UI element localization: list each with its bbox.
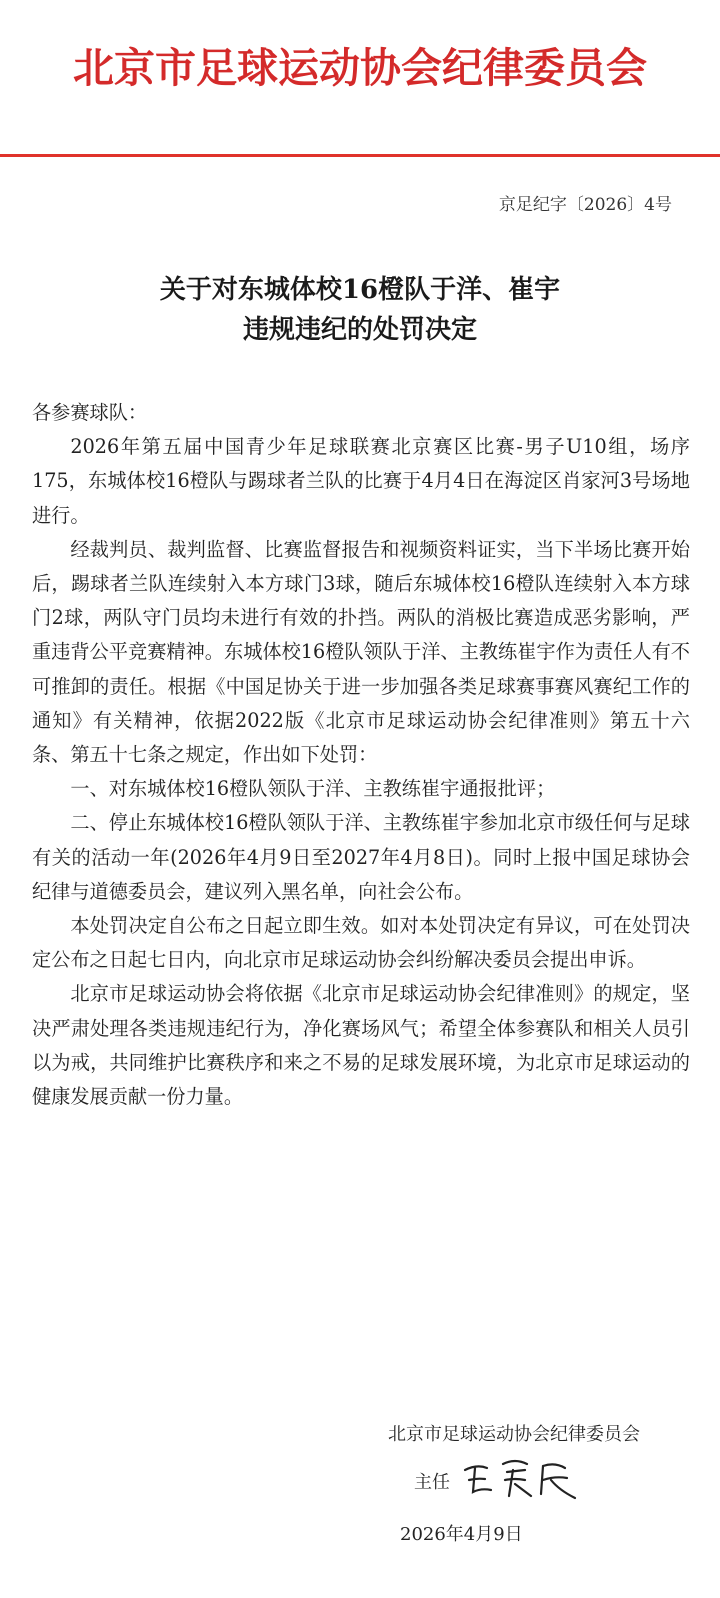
document-body bbox=[32, 396, 690, 1114]
salutation: 各参赛球队： bbox=[32, 401, 148, 424]
paragraph-penalty-2: 二、停止东城体校16橙队领队于洋、主教练崔宇参加北京市级任何与足球有关的活动一年(2026年4月9日至2027年4月8日)。同时上报中国足球协会纪律与道德委员会，建议列入黑名单，向社会公布。 bbox=[32, 811, 690, 903]
paragraph-effective: 本处罚决定自公布之日起立即生效。如对本处罚决定有异议，可在处罚决定公布之日起七日内，向北京市足球运动协会纠纷解决委员会提出申诉。 bbox=[32, 914, 690, 972]
paragraph-findings: 经裁判员、裁判监督、比赛监督报告和视频资料证实，当下半场比赛开始后，踢球者兰队连续射入本方球门3球，随后东城体校16橙队连续射入本方球门2球，两队守门员均未进行有效的扑挡。两队的消极比赛造成恶劣影响，严重违背公平竞赛精神。东城体校16橙队领队于洋、主教练崔宇作为责任人有不可推卸的责任。根据《中国足协关于进一步加强各类足球赛事赛风赛纪工作的通知》有关精神，依据2022版《北京市足球运动协会纪律准则》第五十六条、第五十七条之规定，作出如下处罚： bbox=[32, 537, 690, 767]
letterhead-org-name: 北京市足球运动协会纪律委员会 bbox=[73, 44, 647, 92]
signature-org: 北京市足球运动协会纪律委员会 bbox=[388, 1424, 640, 1445]
signature-date: 2026年4月9日 bbox=[400, 1524, 523, 1545]
title-line-1: 关于对东城体校16橙队于洋、崔宇 bbox=[159, 275, 561, 305]
paragraph-penalty-1: 一、对东城体校16橙队领队于洋、主教练崔宇通报批评； bbox=[70, 777, 556, 801]
document-title bbox=[0, 270, 720, 350]
paragraph-match-info: 2026年第五届中国青少年足球联赛北京赛区比赛-男子U10组，场序175，东城体校16橙队与踢球者兰队的比赛于4月4日在海淀区肖家河3号场地进行。 bbox=[32, 435, 690, 527]
title-line-2: 违规违纪的处罚决定 bbox=[242, 315, 477, 345]
handwritten-signature bbox=[455, 1450, 585, 1510]
document-number: 京足纪字〔2026〕4号 bbox=[498, 195, 672, 215]
paragraph-closing: 北京市足球运动协会将依据《北京市足球运动协会纪律准则》的规定，坚决严肃处理各类违规违纪行为，净化赛场风气；希望全体参赛队和相关人员引以为戒，共同维护比赛秩序和来之不易的足球发展环境，为北京市足球运动的健康发展贡献一份力量。 bbox=[32, 982, 690, 1109]
letterhead-red-rule bbox=[0, 154, 720, 157]
signature-role: 主任 bbox=[414, 1472, 450, 1493]
